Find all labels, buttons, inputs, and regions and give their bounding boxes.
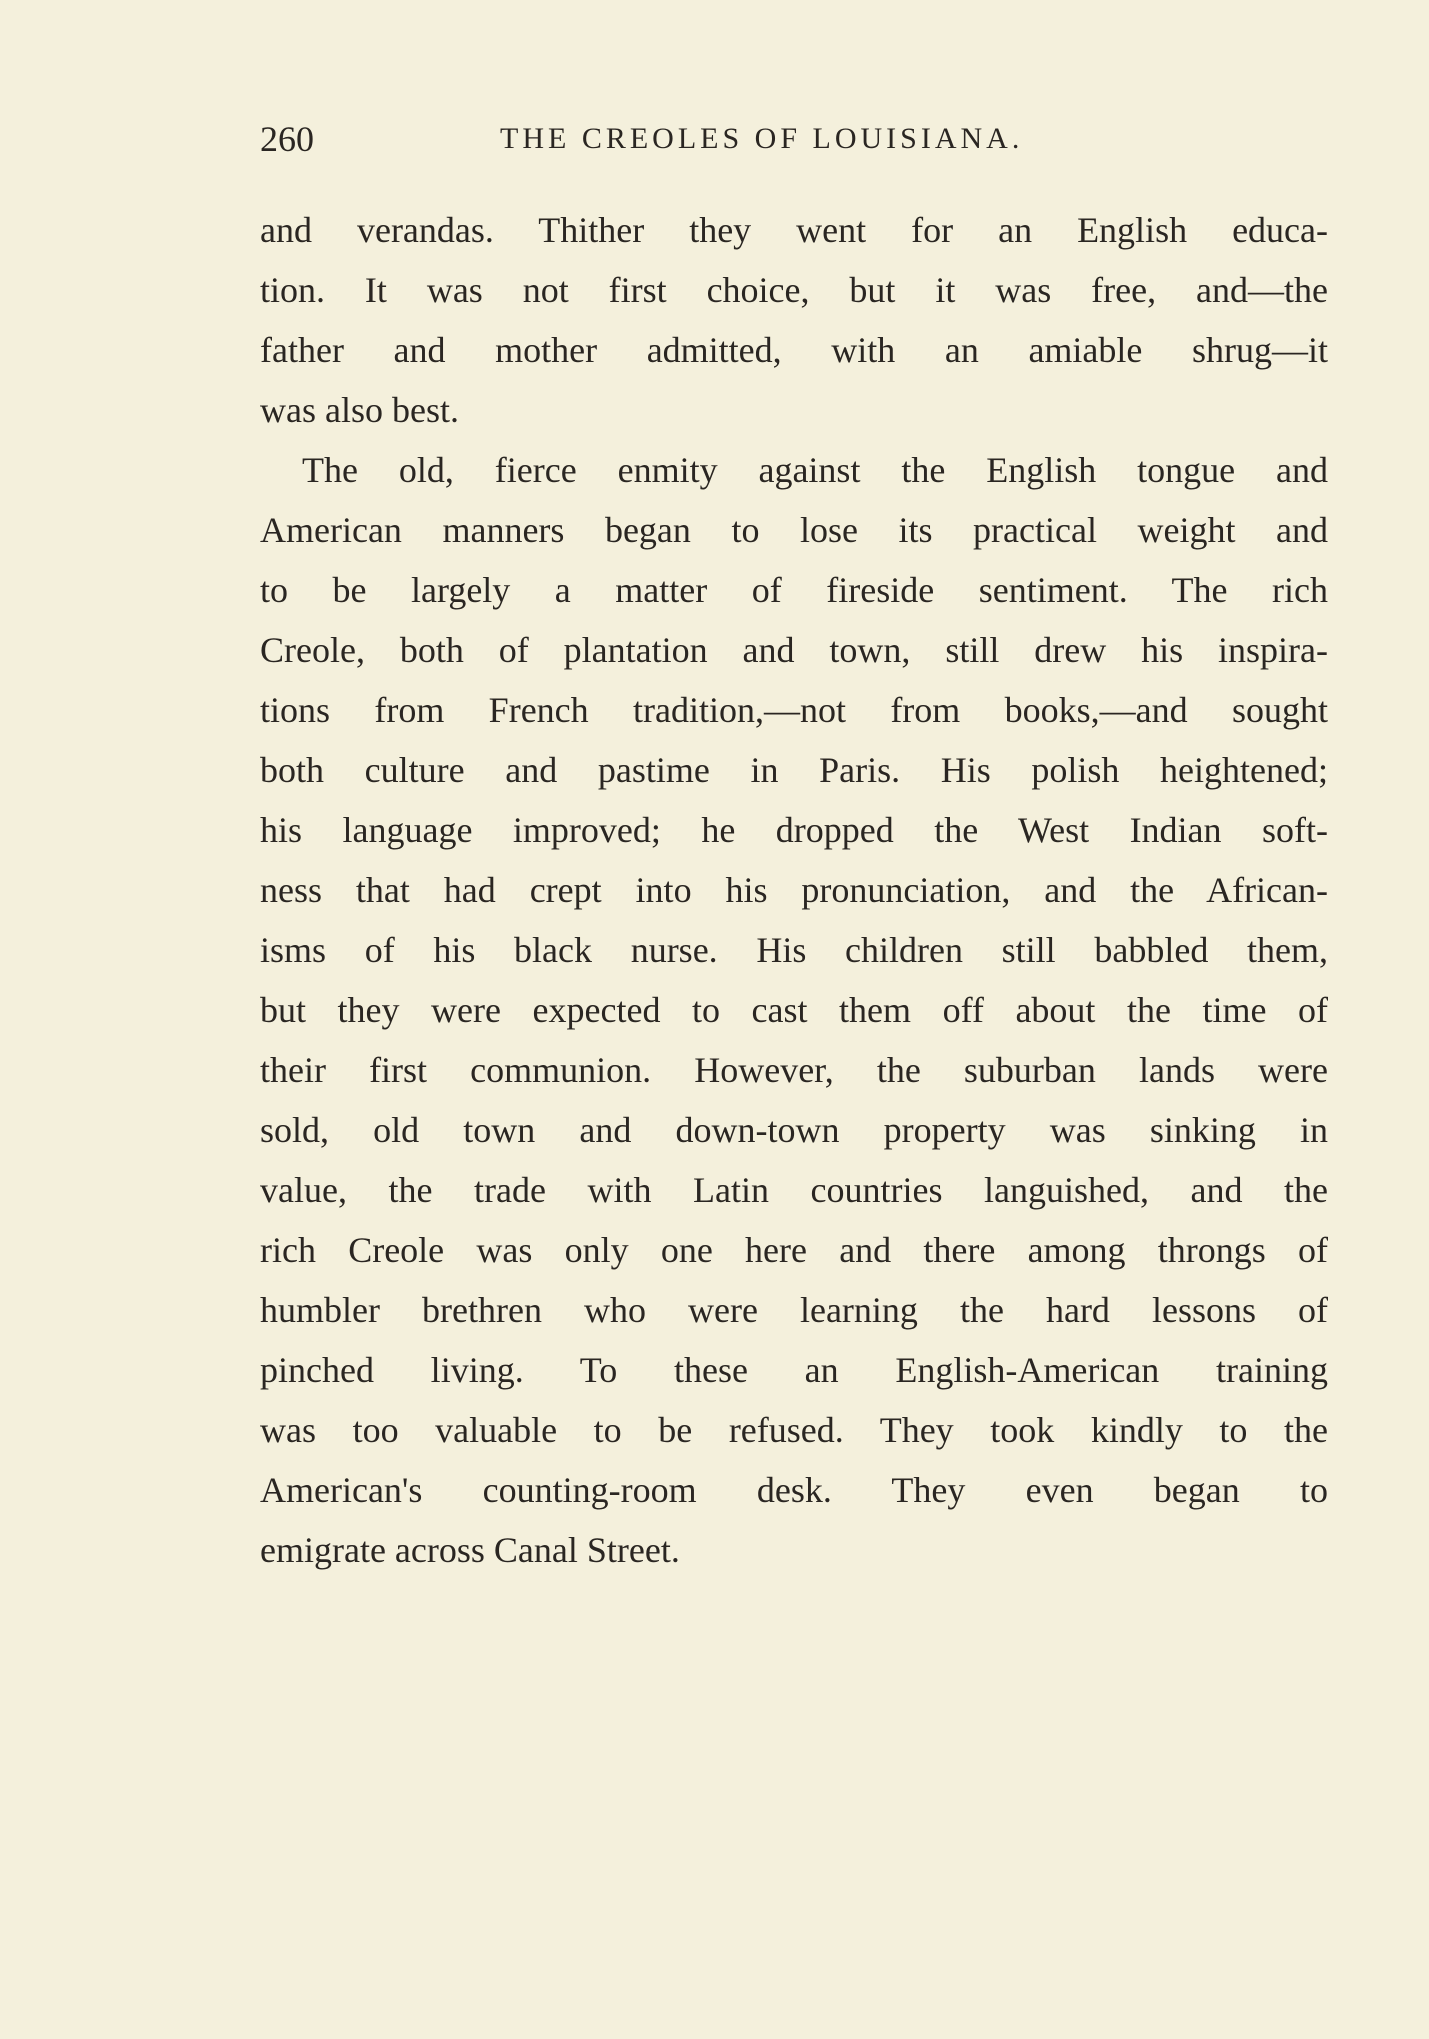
- text-line: rich Creole was only one here and there among throngs of: [260, 1230, 1328, 1270]
- text-line: value, the trade with Latin countries languished, and the: [260, 1170, 1328, 1210]
- text-line: tion. It was not first choice, but it was free, and—the: [260, 270, 1328, 310]
- text-line: both culture and pastime in Paris. His polish heightened;: [260, 750, 1328, 790]
- running-head: [260, 118, 1328, 168]
- text-line: father and mother admitted, with an amiable shrug—it: [260, 330, 1328, 370]
- text-line: tions from French tradition,—not from books,—and sought: [260, 690, 1328, 730]
- text-line: their first communion. However, the suburban lands were: [260, 1050, 1328, 1090]
- page-number: 260: [260, 119, 314, 159]
- text-line: The old, fierce enmity against the English tongue and: [302, 450, 1328, 490]
- text-line: his language improved; he dropped the West Indian soft-: [260, 810, 1328, 850]
- text-line: sold, old town and down-town property was sinking in: [260, 1110, 1328, 1150]
- text-line: humbler brethren who were learning the hard lessons of: [260, 1290, 1328, 1330]
- text-line: pinched living. To these an English-American training: [260, 1350, 1328, 1390]
- body-text: [260, 200, 1328, 1580]
- text-line: and verandas. Thither they went for an English educa-: [260, 210, 1328, 250]
- text-line: to be largely a matter of fireside sentiment. The rich: [260, 570, 1328, 610]
- running-title: THE CREOLES OF LOUISIANA.: [500, 122, 1024, 155]
- text-line: American's counting-room desk. They even began to: [260, 1470, 1328, 1510]
- text-line: American manners began to lose its practical weight and: [260, 510, 1328, 550]
- text-line: was also best.: [260, 390, 459, 430]
- text-line: Creole, both of plantation and town, still drew his inspira-: [260, 630, 1328, 670]
- text-line: ness that had crept into his pronunciation, and the African-: [260, 870, 1328, 910]
- text-line: isms of his black nurse. His children still babbled them,: [260, 930, 1328, 970]
- text-line: was too valuable to be refused. They took kindly to the: [260, 1410, 1328, 1450]
- text-line: emigrate across Canal Street.: [260, 1530, 680, 1570]
- paragraph: [260, 200, 1328, 440]
- text-line: but they were expected to cast them off about the time of: [260, 990, 1328, 1030]
- paragraph: [260, 440, 1328, 1580]
